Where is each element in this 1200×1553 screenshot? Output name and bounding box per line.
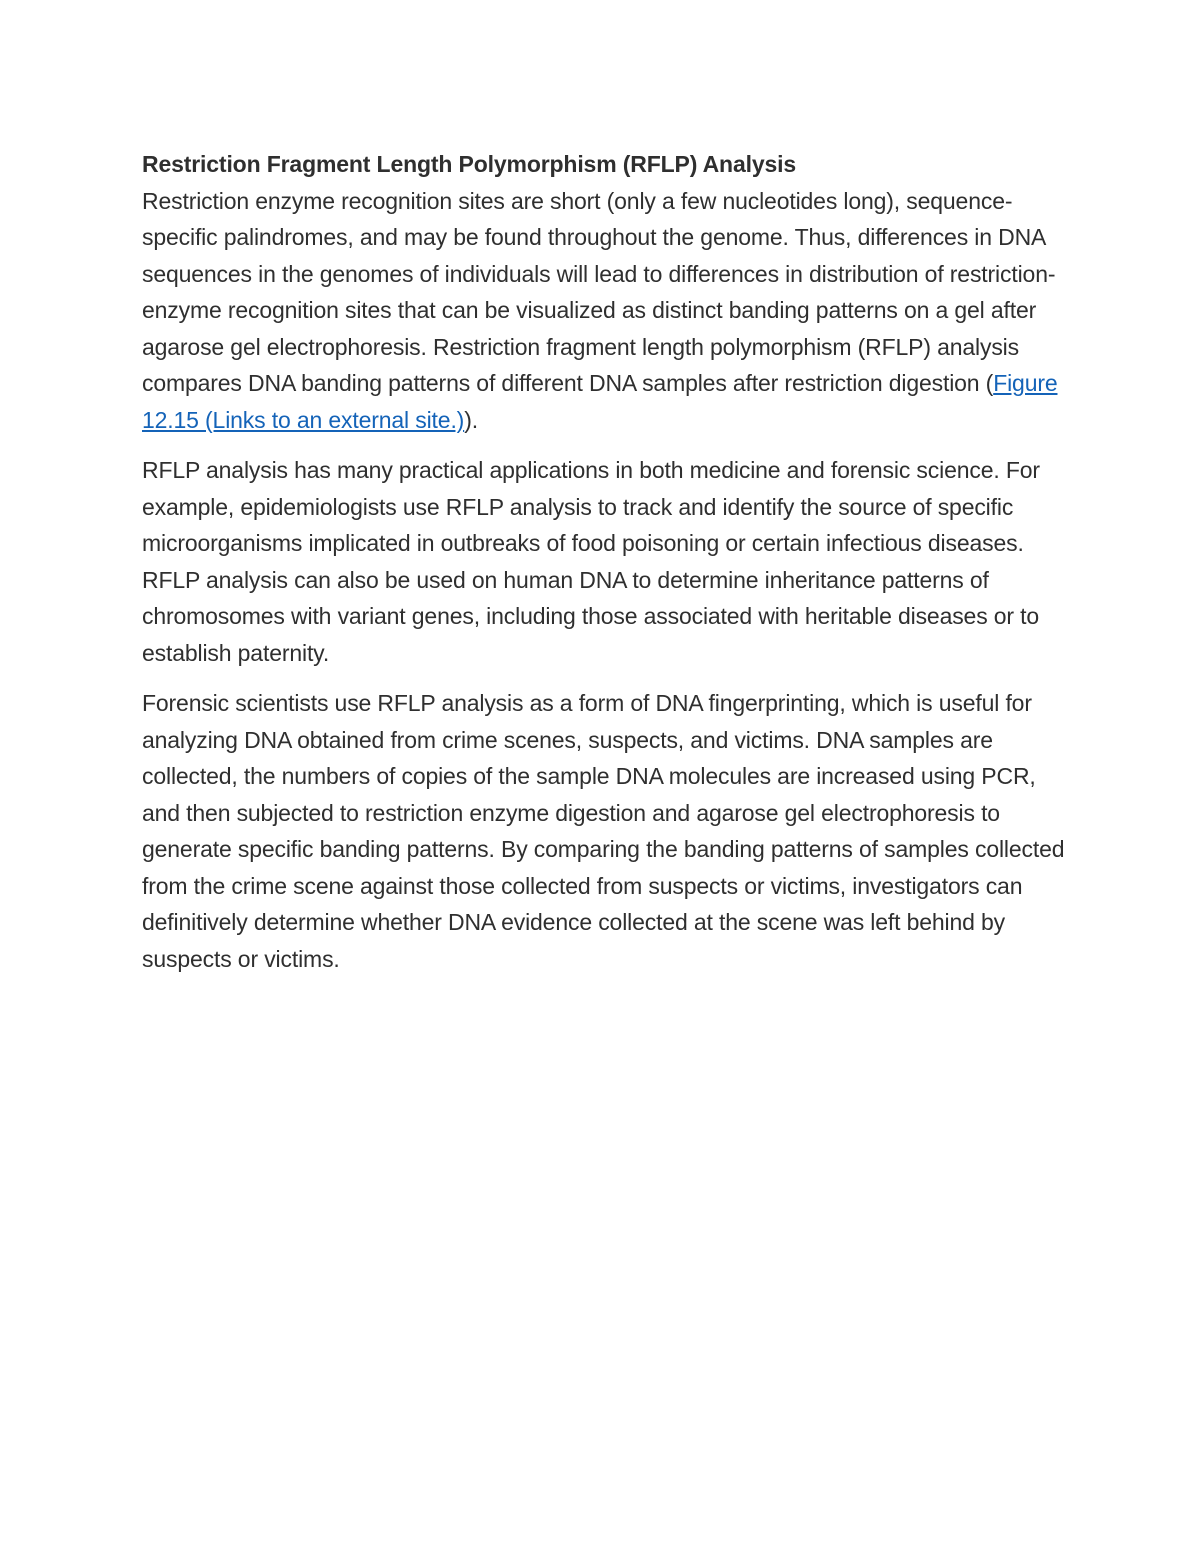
paragraph-2: RFLP analysis has many practical applications in both medicine and forensic science. For example, epidemiologists use RFLP analysis to track and identify the source of specific microorganisms implicated in outbreaks of food poisoning or certain infectious diseases. RFLP analysis can also be used on human DNA to determine inheritance patterns of chromosomes with variant genes, including those associated with heritable diseases or to establish paternity. <box>142 457 1040 666</box>
paragraph-3: Forensic scientists use RFLP analysis as a form of DNA fingerprinting, which is useful for analyzing DNA obtained from crime scenes, suspects, and victims. DNA samples are collected, the numbers of copies of the sample DNA molecules are increased using PCR, and then subjected to restriction enzyme digestion and agarose gel electrophoresis to generate specific banding patterns. By comparing the banding patterns of samples collected from the crime scene against those collected from suspects or victims, investigators can definitively determine whether DNA evidence collected at the scene was left behind by suspects or victims. <box>142 690 1065 972</box>
section-heading: Restriction Fragment Length Polymorphism (RFLP) Analysis <box>142 151 796 177</box>
paragraph-1 <box>142 183 1077 439</box>
figure-12-15-link[interactable]: Figure 12.15 (Links to an external site.) <box>142 370 1058 433</box>
paragraph-1-text-end: ). <box>464 406 478 433</box>
document-body <box>142 146 1077 991</box>
paragraph-1-text: Restriction enzyme recognition sites are short (only a few nucleotides long), sequence-specific palindromes, and may be found throughout the genome. Thus, differences in DNA sequences in the genomes of individuals will lead to differences in distribution of restriction-enzyme recognition sites that can be visualized as distinct banding patterns on a gel after agarose gel electrophoresis. Restriction fragment length polymorphism (RFLP) analysis compares DNA banding patterns of different DNA samples after restriction digestion ( <box>142 187 1056 396</box>
